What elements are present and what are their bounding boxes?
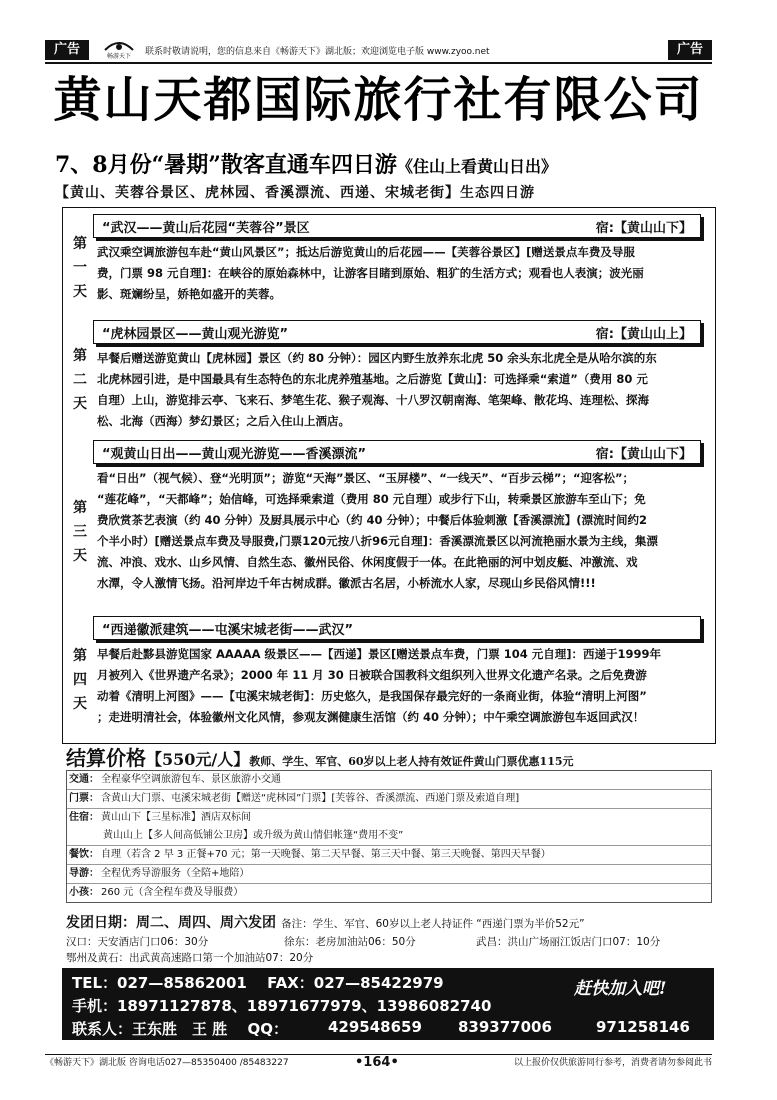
desc-line: 北虎林园引进，是中国最具有生态特色的东北虎养殖基地。之后游览【黄山】：可选择乘“索道”（费用 80 元 <box>97 372 648 386</box>
desc-line: 月被列入《世界遗产名录》；2000 年 11 月 30 日被联合国教科文组织列入世界文化遗产名录。之后免费游 <box>97 668 647 682</box>
info-row-meals <box>67 846 711 865</box>
day-stay: 宿:【黄山山上】 <box>595 327 692 342</box>
scenic-line: 【黄山、芙蓉谷景区、虎林园、香溪漂流、西递、宋城老街】生态四日游 <box>55 185 535 201</box>
pickup-point: 鄂州及黄石：出武黄高速路口第一个加油站07：20分 <box>66 952 314 964</box>
page-number: •164• <box>355 1055 399 1070</box>
day-description <box>97 348 701 432</box>
header-strip <box>45 40 712 64</box>
day-description <box>97 644 701 728</box>
contact-mobile: 手机：18971127878、18971677979、13986082740 <box>72 997 492 1015</box>
info-value: 全程豪华空调旅游包车、景区旅游小交通 <box>101 774 281 785</box>
contact-qq: 839377006 <box>458 1018 552 1036</box>
page-title: 黄山天都国际旅行社有限公司 <box>53 72 704 128</box>
footer-left: 《畅游天下》湖北版 咨询电话027—85350400 /85483227 <box>45 1058 289 1068</box>
day-1 <box>63 208 715 312</box>
tour-subtitle <box>55 148 557 179</box>
contact-person: 联系人：王东胜 王 胜 QQ： <box>72 1020 288 1038</box>
price-label: 结算价格 <box>66 746 146 770</box>
info-value: 黄山山下【三星标准】酒店双标间 <box>101 812 251 823</box>
itinerary-box <box>62 207 716 744</box>
info-value: 自理（若含 2 早 3 正餐+70 元；第一天晚餐、第二天早餐、第三天中餐、第三天晚餐、第四天早餐） <box>101 849 551 860</box>
info-row-lodging <box>67 809 711 846</box>
info-value: 含黄山大门票、屯溪宋城老街【赠送“虎林园”门票】[芙蓉谷、香溪漂流、西递门票及索道自理] <box>101 793 520 804</box>
contact-slogan: 赶快加入吧! <box>574 979 667 999</box>
departure-note: 备注：学生、军官、60岁以上老人持证件 “西递门票为半价52元” <box>281 918 585 930</box>
page-footer <box>45 1054 712 1071</box>
price-line <box>66 742 574 771</box>
day-title: “观黄山日出——黄山观光游览——香溪漂流” <box>102 447 367 462</box>
info-key: 导游： <box>69 868 99 879</box>
desc-line: 看“日出”（视气候）、登“光明顶”；游览“天海”景区、“玉屏楼”、“一线天”、“百步云梯”；“迎客松”； <box>97 471 635 485</box>
departure-line <box>66 912 585 932</box>
price-amount: 【550元/人】 <box>146 750 250 769</box>
pickup-point: 武昌：洪山广场丽江饭店门口07：10分 <box>476 936 661 948</box>
info-key: 小孩： <box>69 887 99 898</box>
svg-text:畅游天下: 畅游天下 <box>106 53 132 60</box>
day-label: 第三天 <box>73 500 87 564</box>
desc-line: 武汉乘空调旅游包车赴“黄山风景区”；抵达后游览黄山的后花园——【芙蓉谷景区】[赠送景点车费及导服 <box>97 245 635 259</box>
desc-line: 动着《清明上河图》——【屯溪宋城老街】：历史悠久，是我国保存最完好的一条商业街，体验“清明上河图” <box>97 689 647 703</box>
day-title-bar <box>93 320 701 344</box>
pickup-point: 汉口：天安酒店门口06：30分 <box>66 936 209 948</box>
desc-line: 流、冲浪、戏水、山乡风情、自然生态、徽州民俗、休闲度假于一体。在此艳丽的河中划皮艇、冲激流、戏 <box>97 555 638 569</box>
info-value-extra: 黄山山上【多人间高低铺公卫房】或升级为黄山情侣帐篷“费用不变” <box>103 830 404 841</box>
day-title: “西递徽派建筑——屯溪宋城老街——武汉” <box>102 623 354 638</box>
day-title-bar <box>93 214 701 238</box>
info-row-children <box>67 884 711 902</box>
desc-line: 费欣赏茶艺表演（约 40 分钟）及厨具展示中心（约 40 分钟）；中餐后体验刺激【香溪漂流】(漂流时间约2 <box>97 513 648 527</box>
contact-qq: 429548659 <box>328 1018 422 1036</box>
day-description <box>97 468 701 594</box>
day-label: 第一天 <box>73 236 87 300</box>
day-description <box>97 242 701 305</box>
info-key: 门票： <box>69 793 99 804</box>
day-title: “武汉——黄山后花园“芙蓉谷”景区 <box>102 221 310 236</box>
desc-line: 早餐后赠送游览黄山【虎林园】景区（约 80 分钟）：园区内野生放养东北虎 50 余头东北虎全是从哈尔滨的东 <box>97 351 657 365</box>
subtitle-main: 7、8月份“暑期”散客直通车四日游 <box>55 152 397 178</box>
desc-line: 自理）上山，游览排云亭、飞来石、梦笔生花、猴子观海、十八罗汉朝南海、笔架峰、散花坞、连理松、探海 <box>97 393 649 407</box>
day-4 <box>63 610 715 740</box>
desc-line: ；走进明清社会，体验徽州文化风情，参观友渊健康生活馆（约 40 分钟）；中午乘空调旅游包车返回武汉！ <box>97 710 645 724</box>
info-key: 交通： <box>69 774 99 785</box>
contact-tel-fax: TEL：027—85862001 FAX：027—85422979 <box>72 974 444 992</box>
departure-label: 发团日期：周二、周四、周六发团 <box>66 915 276 931</box>
day-label: 第二天 <box>73 348 87 412</box>
info-row-tickets <box>67 790 711 809</box>
desc-line: 早餐后赴黟县游览国家 AAAAA 级景区——【西递】景区[赠送景点车费，门票 104 元自理]：西递于1999年 <box>97 647 662 661</box>
info-value: 全程优秀导游服务（全陪+地陪） <box>101 868 250 879</box>
price-note: 教师、学生、军官、60岁以上老人持有效证件黄山门票优惠115元 <box>249 755 574 768</box>
contact-qq: 971258146 <box>596 1018 690 1036</box>
desc-line: 影、斑斓纷呈，娇艳如盛开的芙蓉。 <box>97 287 281 301</box>
day-2 <box>63 314 715 438</box>
day-stay: 宿:【黄山山下】 <box>595 221 692 236</box>
footer-right: 以上报价仅供旅游同行参考，消费者请勿参阅此书 <box>513 1058 712 1068</box>
day-title: “虎林园景区——黄山观光游览” <box>102 327 289 342</box>
desc-line: 个半小时）[赠送景点车费及导服费,门票120元按八折96元自理]：香溪漂流景区以河流艳丽水景为主线，集漂 <box>97 534 658 548</box>
day-title-bar <box>93 440 701 464</box>
info-key: 住宿： <box>69 812 99 823</box>
subtitle-tail: 《住山上看黄山日出》 <box>396 157 557 176</box>
ad-label-right: 广告 <box>668 40 712 60</box>
header-notice: 联系时敬请说明，您的信息来自《畅游天下》湖北版；欢迎浏览电子版 www.zyoo.net <box>145 47 490 57</box>
info-key: 餐饮： <box>69 849 99 860</box>
ad-label-left: 广告 <box>45 40 89 60</box>
day-3 <box>63 438 715 608</box>
day-label: 第四天 <box>73 648 87 712</box>
day-title-bar <box>93 616 701 640</box>
info-row-transport <box>67 771 711 790</box>
desc-line: 费，门票 98 元自理]：在峡谷的原始森林中，让游客目睹到原始、粗犷的生活方式；观看也人表演；波光丽 <box>97 266 644 280</box>
desc-line: “莲花峰”，“天都峰”；始信峰，可选择乘索道（费用 80 元自理）或步行下山，转乘景区旅游车至山下；免 <box>97 492 646 506</box>
desc-line: 水潭，令人激情飞扬。沿河岸边千年古树成群。徽派古名居，小桥流水人家，尽现山乡民俗风情!!! <box>97 576 596 590</box>
info-table <box>66 770 712 903</box>
info-value: 260 元（含全程车费及导服费） <box>101 887 244 898</box>
day-stay: 宿:【黄山山下】 <box>595 447 692 462</box>
pickup-point: 徐东：老房加油站06：50分 <box>284 936 416 948</box>
contact-block <box>62 968 714 1040</box>
info-row-guide <box>67 865 711 884</box>
desc-line: 松、北海（西海）梦幻景区；之后入住山上酒店。 <box>97 414 350 428</box>
logo-icon <box>101 38 137 60</box>
